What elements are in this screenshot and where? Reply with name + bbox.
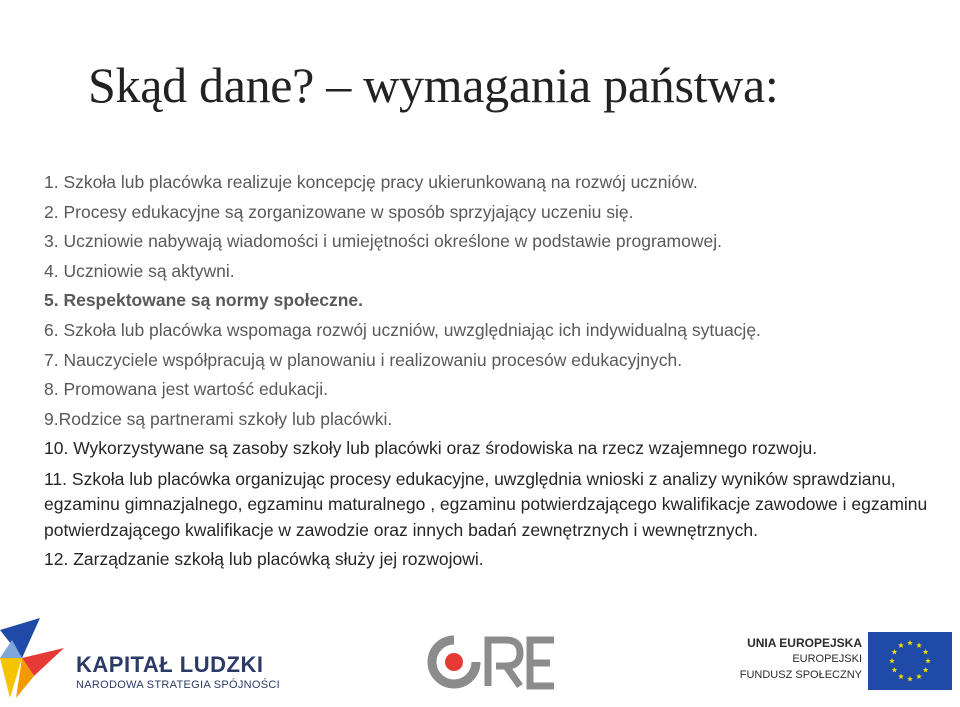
- kapital-ludzki-name: KAPITAŁ LUDZKI: [76, 652, 264, 677]
- list-item: 5. Respektowane są normy społeczne.: [44, 290, 364, 311]
- list-item: 8. Promowana jest wartość edukacji.: [44, 379, 329, 400]
- eu-flag-icon: [868, 632, 952, 690]
- kapital-ludzki-subtitle: NARODOWA STRATEGIA SPÓJNOŚCI: [76, 679, 280, 691]
- list-item: 10. Wykorzystywane są zasoby szkoły lub placówki oraz środowiska na rzecz wzajemnego rozwoju.: [44, 438, 818, 459]
- ue-line2: EUROPEJSKI: [792, 653, 862, 665]
- ue-line3: FUNDUSZ SPOŁECZNY: [739, 669, 862, 681]
- requirements-list: [44, 168, 944, 574]
- ue-logo: [740, 628, 960, 698]
- ore-logo: [426, 634, 556, 690]
- list-item: 4. Uczniowie są aktywni.: [44, 260, 235, 281]
- list-item: 1. Szkoła lub placówka realizuje koncepcję pracy ukierunkowaną na rozwój uczniów.: [44, 172, 698, 192]
- ue-line1: UNIA EUROPEJSKA: [747, 636, 862, 650]
- kapital-ludzki-star-icon: [0, 618, 64, 698]
- kapital-ludzki-logo: [0, 618, 300, 698]
- list-item: 7. Nauczyciele współpracują w planowaniu i realizowaniu procesów edukacyjnych.: [44, 349, 683, 370]
- list-item: 3. Uczniowie nabywają wiadomości i umiejętności określone w podstawie programowej.: [44, 231, 722, 252]
- list-item: 12. Zarządzanie szkołą lub placówką służy jej rozwojowi.: [44, 549, 484, 570]
- slide-title: Skąd dane? – wymagania państwa:: [88, 57, 779, 113]
- footer-logos: [0, 612, 960, 707]
- list-item: 6. Szkoła lub placówka wspomaga rozwój uczniów, uwzględniając ich indywidualną sytuację.: [44, 319, 761, 340]
- list-item: 2. Procesy edukacyjne są zorganizowane w sposób sprzyjający uczeniu się.: [44, 201, 634, 222]
- list-item: 9.Rodzice są partnerami szkoły lub placówki.: [44, 408, 393, 429]
- list-item: 11. Szkoła lub placówka organizując procesy edukacyjne, uwzględnia wnioski z analizy wyników sprawdzianu, egzaminu gimnazjalnego, egzaminu maturalnego , egzaminu potwierdzającego kwalifikacje zawodowe i egzaminu potwierdzającego kwalifikacje w zawodzie oraz innych badań zewnętrznych i wewnętrznych.: [44, 468, 928, 540]
